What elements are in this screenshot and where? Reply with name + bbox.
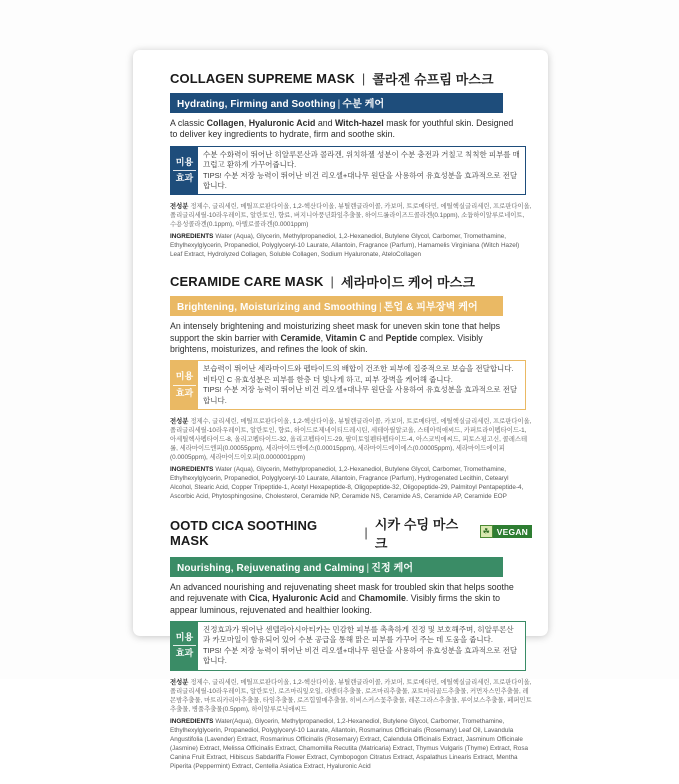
ingredients-ko-text: 정제수, 글리세린, 메틸프로판다이올, 1,2-헥산다이올, 뷰틸렌글라이콜, 카보머, 트로메타민, 에틸헥실글리세린, 프로판다이올, 폴리글리세릴-10라우레이트, 알란토인, 향료, 버지니아풍년화잎추출물, 하이드롤라이즈드콜라겐(0.1ppm), 소듐하이알루로네이트, 수용성콜라겐(0.1ppm), 아텔로콜라겐(0.0001ppm) — [170, 203, 532, 229]
ingredients-english — [170, 232, 532, 259]
banner-en: Nourishing, Rejuvenating and Calming — [177, 562, 365, 574]
banner-ko: 진정 케어 — [371, 562, 414, 574]
banner-separator: | — [379, 302, 382, 314]
ingredients-korean — [170, 417, 532, 462]
beauty-effect-label — [171, 361, 198, 408]
section-title — [170, 514, 532, 552]
label-beauty: 미용 — [173, 156, 196, 172]
title-ko: 세라마이드 케어 마스크 — [340, 275, 475, 291]
label-beauty: 미용 — [173, 370, 196, 386]
title-ko: 시카 수딩 마스크 — [374, 516, 459, 551]
title-separator: | — [364, 525, 368, 541]
beauty-effect-label — [171, 622, 198, 669]
ingredients-ko-text: 정제수, 글리세린, 메틸프로판다이올, 1,2-헥산다이올, 뷰틸렌글라이콜, 카보머, 트로메타민, 에틸헥실글리세린, 프로판다이올, 폴리글리세릴-10라우레이트, 알란토인, 로즈마리잎오일, 라벤더추출물, 로즈마리추출물, 포트마리골드추출물, 커먼자스민추출물, 레몬밤추출물, 마트리카리아추출물, 타임추출물, 로즈힙열매추출물, 히비스커스꽃추출물, 레몬그라스추출물, 루이보스추출물, 페퍼민트추출물, 병풀추출물(0.5ppm), 하이알루로닉애씨드 — [170, 678, 532, 713]
ingredients-en-text: Water (Aqua), Glycerin, Methylpropanediol, 1,2-Hexanediol, Butylene Glycol, Carbomer, Tromethamine, Ethylhexylglycerin, Propanediol, Polyglyceryl-10 Laurate, Allantoin, Fragrance (Parfum), Hamamelis Virginiana (Witch Hazel) Leaf Extract, Hydrolyzed Collagen, Soluble Collagen, Sodium Hyaluronate, AteloCollagen — [170, 233, 520, 259]
beauty-effect-box — [170, 621, 526, 670]
beauty-effect-text — [198, 147, 525, 194]
info-sheet — [133, 50, 548, 770]
section-collagen — [170, 69, 532, 259]
title-en: CERAMIDE CARE MASK — [170, 274, 324, 290]
label-beauty: 미용 — [173, 631, 196, 647]
effect-main-text: 수분 수화력이 뛰어난 히알루론산과 콜라겐, 위치하젤 성분이 수분 충전과 거칠고 칙칙한 피부를 매끄럽고 환하게 가꾸어줍니다. — [203, 149, 520, 170]
banner-separator: | — [337, 99, 341, 110]
banner-ko: 수분 케어 — [342, 99, 385, 110]
ingredients-en-label: INGREDIENTS — [170, 465, 214, 473]
vegan-leaf-icon: ☘ — [480, 525, 493, 538]
ingredients-english — [170, 717, 532, 771]
banner-separator: | — [366, 562, 370, 574]
title-ko: 콜라겐 슈프림 마스크 — [372, 72, 494, 87]
section-description: An intensely brightening and moisturizing sheet mask for uneven skin tone that helps support the skin barrier with Ceramide, Vitamin C and Peptide complex. Visibly brightens, moisturizes, and refines the look of skin. — [170, 321, 501, 355]
title-en: OOTD CICA SOOTHING MASK — [170, 517, 318, 548]
ingredients-en-text: Water (Aqua), Glycerin, Methylpropanediol, 1,2-Hexanediol, Butylene Glycol, Carbomer, Tromethamine, Ethylhexylglycerin, Propanediol, Polyglyceryl-10 Laurate, Allantoin, Fragrance (Parfum), Hydrogenated Lecithin, Cetearyl Alcohol, Stearic Acid, Copper Tripeptide-1, Acetyl Hexapeptide-8, Oligopeptide-32, Oligopeptide-29, Palmitoyl Pentapeptide-4, Ascorbic Acid, Phytosphingosine, Cholesterol, Ceramide NP, Ceramide NS, Ceramide AS, Ceramide AP, Ceramide EOP — [170, 465, 524, 500]
label-effect: 효과 — [175, 648, 194, 659]
effect-tips-text: TIPS! 수분 저장 능력이 뛰어난 비건 리오셀+대나무 원단을 사용하여 유효성분을 효과적으로 전달합니다. — [203, 170, 518, 190]
label-effect: 효과 — [175, 387, 194, 398]
ingredients-ko-label: 전성분 — [170, 417, 189, 425]
vegan-badge-label: VEGAN — [493, 525, 532, 538]
beauty-effect-box — [170, 360, 526, 409]
banner-ko: 톤업 & 피부장벽 케어 — [383, 302, 478, 314]
section-description: An advanced nourishing and rejuvenating sheet mask for troubled skin that helps soothe and rejuvenate with Cica, Hyaluronic Acid and Chamomile. Visibly firms the skin to appear luminous, rejuvenated and healthier looking. — [170, 581, 514, 615]
ingredients-en-text: Water(Aqua), Glycerin, Methylpropanediol, 1,2-Hexanediol, Butylene Glycol, Carbomer, Tromethamine, Ethylhexylglycerin, Propanediol, Polyglyceryl-10 Laurate, Allantoin, Rosmarinus Officinalis (Rosemary) Leaf Oil, Lavandula Angustifolia (Lavender) Extract, Rosmarinus Officinalis (Rosemary) Extract, Calendula Officinalis Extract, Jasminum Officinale (Jasmine) Extract, Melissa Officinalis Extract, Chamomilla Recutita (Matricaria) Extract, Thymus Vulgaris (Thyme) Extract, Rosa Canina Fruit Extract, Hibiscus Sabdariffa Flower Extract, Cymbopogon Citratus Extract, Aspalathus Linearis Extract, Mentha Piperita (Peppermint) Extract, Centella Asiatica Extract, Hyaluronic Acid — [170, 717, 529, 770]
section-description: A classic Collagen, Hyaluronic Acid and Witch-hazel mask for youthful skin. Designed to deliver key ingredients to hydrate, firm and soothe skin. — [170, 118, 514, 140]
benefit-banner — [170, 557, 503, 577]
beauty-effect-text — [198, 622, 525, 669]
ingredients-ko-text: 정제수, 글리세린, 메틸프로판다이올, 1,2-헥산다이올, 뷰틸렌글라이콜, 카보머, 트로메타민, 에틸헥실글리세린, 프로판다이올, 폴리글리세릴-10라우레이트, 알란토인, 향료, 하이드로제네이티드레시틴, 세테아릴알코올, 스테아릭애씨드, 카퍼트라이펩타이드-1, 아세틸헥사펩타이드-8, 올리고펩타이드-32, 올리고펩타이드-29, 팔미토일펜타펩타이드-4, 아스코빅애씨드, 피토스핑고신, 콜레스테롤, 세라마이드엔피(0.00055ppm), 세라마이드엔에스(0.00015ppm), 세라마이드에이에스(0.00005ppm), 세라마이드에이피(0.0005ppm), 세라마이드이오피(0.0000001ppm) — [170, 417, 532, 461]
beauty-effect-label — [171, 147, 198, 194]
title-en: COLLAGEN SUPREME MASK — [170, 71, 355, 86]
effect-main-text: 보습력이 뛰어난 세라마이드와 펩타이드의 배합이 건조한 피부에 집중적으로 보습을 전달합니다. 비타민 C 유효성분은 피부를 한층 더 빛나게 하고, 피부 장벽을 케어해 줍니다. — [203, 364, 514, 384]
ingredients-en-label: INGREDIENTS — [170, 717, 214, 725]
sheet-content — [170, 69, 532, 784]
section-ceramide — [170, 272, 532, 501]
benefit-banner — [170, 296, 503, 316]
banner-en: Brightening, Moisturizing and Smoothing — [177, 302, 377, 314]
ingredients-korean — [170, 678, 532, 714]
benefit-banner — [170, 93, 503, 113]
beauty-effect-box — [170, 146, 526, 195]
effect-tips-text: TIPS! 수분 저장 능력이 뛰어난 비건 리오셀+대나무 원단을 사용하여 유효성분을 효과적으로 전달합니다. — [203, 385, 518, 405]
title-separator: | — [361, 71, 366, 86]
ingredients-en-label: INGREDIENTS — [170, 233, 214, 241]
section-title — [170, 272, 532, 291]
ingredients-ko-label: 전성분 — [170, 203, 189, 211]
ingredients-english — [170, 465, 532, 501]
effect-tips-text: TIPS! 수분 저장 능력이 뛰어난 비건 리오셀+대나무 원단을 사용하여 유효성분을 효과적으로 전달합니다. — [203, 645, 518, 666]
title-separator: | — [330, 274, 334, 290]
ingredients-korean — [170, 202, 532, 229]
vegan-badge — [480, 525, 532, 538]
label-effect: 효과 — [175, 173, 194, 184]
banner-en: Hydrating, Firming and Soothing — [177, 99, 336, 110]
section-cica — [170, 514, 532, 771]
effect-main-text: 진정효과가 뛰어난 센텔라아시아티카는 민감한 피부를 촉촉하게 진정 및 보호해주며, 히알루론산과 카모마일이 함유되어 있어 수분 공급을 통해 맑은 피부를 가꾸어 주는 데 도움을 줍니다. — [203, 625, 514, 645]
section-title — [170, 69, 532, 88]
ingredients-ko-label: 전성분 — [170, 678, 189, 686]
beauty-effect-text — [198, 361, 525, 408]
